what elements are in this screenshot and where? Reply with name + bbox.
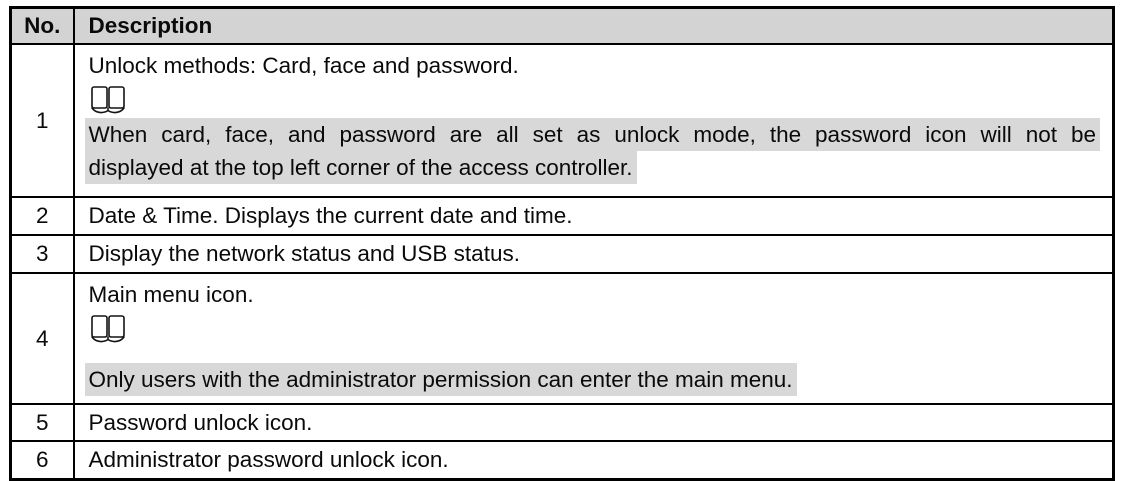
note-book-icon — [89, 314, 127, 345]
description-text: Password unlock icon. — [88, 409, 313, 435]
table-header-row — [11, 8, 1114, 45]
row-description-cell — [74, 441, 1114, 480]
note-book-icon — [89, 85, 127, 116]
row-number: 4 — [11, 273, 74, 404]
table-row-6 — [11, 441, 1114, 480]
row-number: 2 — [11, 197, 74, 235]
description-table — [9, 6, 1115, 481]
description-text: Unlock methods: Card, face and password. — [88, 53, 519, 78]
note-line — [89, 118, 1101, 151]
note-icon-line — [89, 82, 1101, 118]
row-number: 6 — [11, 441, 74, 480]
row-number: 3 — [11, 235, 74, 273]
description-text: Administrator password unlock icon. — [88, 447, 449, 472]
table-row-1 — [11, 44, 1114, 197]
description-text: Display the network status and USB status. — [88, 241, 520, 266]
description-text: Main menu icon. — [88, 282, 254, 307]
row-number: 5 — [11, 404, 74, 441]
note-highlight-text: Only users with the administrator permission can enter the main menu. — [85, 363, 797, 396]
row-description-cell — [74, 404, 1114, 441]
row-description-cell — [74, 197, 1114, 235]
note-highlight-text: displayed at the top left corner of the access controller. — [85, 151, 637, 184]
note-highlight-text: When card, face, and password are all set as unlock mode, the password icon will not be — [85, 118, 1101, 151]
row-description-cell — [74, 273, 1114, 404]
table-row-2 — [11, 197, 1114, 235]
table-row-5 — [11, 404, 1114, 441]
description-text: Date & Time. Displays the current date and time. — [88, 203, 573, 228]
row-number: 1 — [11, 44, 74, 197]
table-row-4 — [11, 273, 1114, 404]
note-icon-line — [89, 311, 1101, 347]
column-header-no: No. — [11, 8, 74, 45]
row-description-cell — [74, 235, 1114, 273]
column-header-description: Description — [74, 8, 1114, 45]
spacer — [89, 347, 1101, 363]
table-row-3 — [11, 235, 1114, 273]
note-line — [89, 363, 1101, 396]
note-line — [89, 151, 1101, 184]
row-description-cell — [74, 44, 1114, 197]
